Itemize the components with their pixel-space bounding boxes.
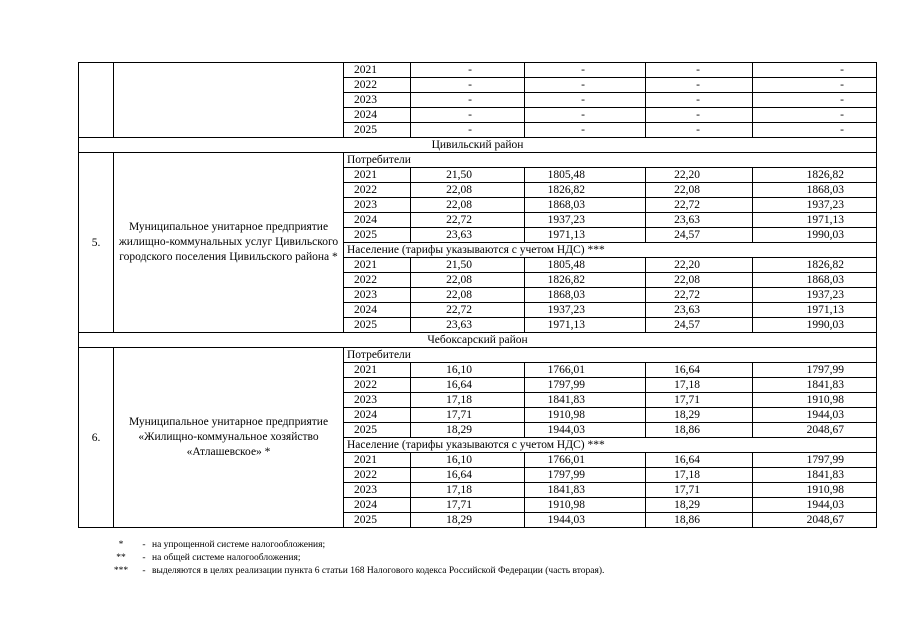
- group-row: [79, 153, 877, 168]
- value-cell: 21,50: [411, 168, 525, 183]
- value-cell: 17,71: [646, 483, 753, 498]
- value-cell: 1937,23: [753, 198, 877, 213]
- value-cell: 16,10: [411, 453, 525, 468]
- value-cell: 1910,98: [525, 408, 646, 423]
- value-cell: 1841,83: [525, 393, 646, 408]
- value-cell: 16,10: [411, 363, 525, 378]
- footnote-dash: -: [142, 540, 146, 550]
- value-cell: 16,64: [411, 468, 525, 483]
- value-cell: 18,86: [646, 423, 753, 438]
- year-cell: 2021: [344, 363, 411, 378]
- consumer-group-label: Население (тарифы указываются с учетом НДС) ***: [344, 438, 877, 453]
- value-cell: 1944,03: [525, 423, 646, 438]
- value-cell: 24,57: [646, 318, 753, 333]
- value-cell: 18,29: [411, 423, 525, 438]
- year-cell: 2021: [344, 63, 411, 78]
- value-cell: 1805,48: [525, 168, 646, 183]
- value-cell: -: [411, 78, 525, 93]
- value-cell: -: [646, 108, 753, 123]
- footnote-mark: *: [118, 540, 124, 550]
- value-cell: 22,08: [411, 273, 525, 288]
- value-cell: 17,71: [411, 498, 525, 513]
- value-cell: -: [411, 108, 525, 123]
- value-cell: -: [646, 78, 753, 93]
- value-cell: 22,08: [411, 288, 525, 303]
- value-cell: 1797,99: [525, 378, 646, 393]
- year-cell: 2022: [344, 273, 411, 288]
- value-cell: 1805,48: [525, 258, 646, 273]
- year-cell: 2021: [344, 168, 411, 183]
- value-cell: -: [525, 63, 646, 78]
- value-cell: 17,18: [646, 378, 753, 393]
- value-cell: 22,72: [411, 303, 525, 318]
- year-cell: 2024: [344, 108, 411, 123]
- value-cell: 1937,23: [753, 288, 877, 303]
- value-cell: 18,29: [646, 408, 753, 423]
- value-cell: -: [411, 123, 525, 138]
- value-cell: 1868,03: [525, 198, 646, 213]
- consumer-group-label: Население (тарифы указываются с учетом НДС) ***: [344, 243, 877, 258]
- value-cell: 1910,98: [753, 393, 877, 408]
- footnote: [106, 565, 604, 578]
- value-cell: 1910,98: [525, 498, 646, 513]
- value-cell: 22,20: [646, 258, 753, 273]
- year-cell: 2022: [344, 78, 411, 93]
- value-cell: -: [753, 78, 877, 93]
- value-cell: 1868,03: [525, 288, 646, 303]
- value-cell: 17,18: [411, 483, 525, 498]
- footnote-mark: **: [116, 553, 126, 563]
- year-cell: 2023: [344, 288, 411, 303]
- organization-name: Муниципальное унитарное предприятие жилищно-коммунальных услуг Цивильского городского поселения Цивильского района *: [114, 153, 344, 333]
- year-cell: 2025: [344, 123, 411, 138]
- value-cell: 1971,13: [525, 318, 646, 333]
- value-cell: 23,63: [646, 303, 753, 318]
- value-cell: 1826,82: [525, 183, 646, 198]
- value-cell: 1944,03: [525, 513, 646, 528]
- district-row: [79, 138, 877, 153]
- value-cell: 2048,67: [753, 513, 877, 528]
- footnote-mark: ***: [113, 566, 129, 576]
- value-cell: -: [753, 123, 877, 138]
- year-cell: 2025: [344, 318, 411, 333]
- item-number-cell: [79, 63, 114, 138]
- tariff-table: [78, 62, 877, 528]
- value-cell: 21,50: [411, 258, 525, 273]
- year-cell: 2022: [344, 183, 411, 198]
- value-cell: 1971,13: [525, 228, 646, 243]
- year-cell: 2022: [344, 468, 411, 483]
- footnote-text: на общей системе налогообложения;: [152, 553, 301, 563]
- consumer-group-label: Потребители: [344, 348, 877, 363]
- value-cell: 1868,03: [753, 183, 877, 198]
- year-cell: 2023: [344, 393, 411, 408]
- item-number: 6.: [79, 348, 114, 528]
- value-cell: 23,63: [646, 213, 753, 228]
- table-row: [79, 63, 877, 78]
- organization-cell: [114, 63, 344, 138]
- value-cell: -: [525, 93, 646, 108]
- organization-name: Муниципальное унитарное предприятие «Жилищно-коммунальное хозяйство «Атлашевское» *: [114, 348, 344, 528]
- value-cell: 1797,99: [753, 363, 877, 378]
- value-cell: -: [411, 63, 525, 78]
- value-cell: 22,08: [646, 183, 753, 198]
- group-row: [79, 348, 877, 363]
- district-heading: Чебоксарский район: [79, 333, 877, 348]
- value-cell: 1944,03: [753, 408, 877, 423]
- value-cell: 23,63: [411, 318, 525, 333]
- district-heading: Цивильский район: [79, 138, 877, 153]
- value-cell: -: [646, 123, 753, 138]
- value-cell: 2048,67: [753, 423, 877, 438]
- value-cell: 1971,13: [753, 213, 877, 228]
- value-cell: 22,08: [646, 273, 753, 288]
- year-cell: 2022: [344, 378, 411, 393]
- year-cell: 2023: [344, 198, 411, 213]
- item-number: 5.: [79, 153, 114, 333]
- footnote-dash: -: [142, 553, 146, 563]
- footnote-dash: -: [142, 566, 146, 576]
- footnote-text: выделяются в целях реализации пункта 6 статьи 168 Налогового кодекса Российской Федерации (часть вторая).: [152, 566, 605, 576]
- value-cell: 17,18: [646, 468, 753, 483]
- year-cell: 2021: [344, 453, 411, 468]
- year-cell: 2021: [344, 258, 411, 273]
- value-cell: 18,29: [646, 498, 753, 513]
- value-cell: -: [525, 123, 646, 138]
- footnote: [106, 552, 604, 565]
- value-cell: 1971,13: [753, 303, 877, 318]
- value-cell: 1990,03: [753, 318, 877, 333]
- year-cell: 2025: [344, 228, 411, 243]
- value-cell: 22,72: [646, 288, 753, 303]
- value-cell: 16,64: [646, 363, 753, 378]
- value-cell: 1937,23: [525, 213, 646, 228]
- value-cell: 22,72: [411, 213, 525, 228]
- value-cell: 1766,01: [525, 453, 646, 468]
- footnote: [106, 539, 604, 552]
- value-cell: -: [753, 63, 877, 78]
- value-cell: 17,71: [646, 393, 753, 408]
- value-cell: 1990,03: [753, 228, 877, 243]
- value-cell: 23,63: [411, 228, 525, 243]
- value-cell: 22,20: [646, 168, 753, 183]
- value-cell: 1826,82: [525, 273, 646, 288]
- value-cell: 1937,23: [525, 303, 646, 318]
- year-cell: 2025: [344, 423, 411, 438]
- year-cell: 2024: [344, 408, 411, 423]
- value-cell: 18,29: [411, 513, 525, 528]
- year-cell: 2023: [344, 483, 411, 498]
- value-cell: 1766,01: [525, 363, 646, 378]
- value-cell: 1797,99: [525, 468, 646, 483]
- year-cell: 2025: [344, 513, 411, 528]
- consumer-group-label: Потребители: [344, 153, 877, 168]
- value-cell: 1868,03: [753, 273, 877, 288]
- value-cell: -: [646, 63, 753, 78]
- value-cell: 1910,98: [753, 483, 877, 498]
- year-cell: 2024: [344, 213, 411, 228]
- value-cell: 1826,82: [753, 168, 877, 183]
- footnotes: [106, 539, 604, 578]
- value-cell: -: [411, 93, 525, 108]
- value-cell: 22,08: [411, 183, 525, 198]
- value-cell: 16,64: [646, 453, 753, 468]
- district-row: [79, 333, 877, 348]
- footnote-text: на упрощенной системе налогообложения;: [152, 540, 326, 550]
- value-cell: -: [646, 93, 753, 108]
- value-cell: 1944,03: [753, 498, 877, 513]
- value-cell: 16,64: [411, 378, 525, 393]
- value-cell: 1841,83: [753, 378, 877, 393]
- value-cell: 22,08: [411, 198, 525, 213]
- value-cell: 1841,83: [525, 483, 646, 498]
- value-cell: 1797,99: [753, 453, 877, 468]
- value-cell: 1841,83: [753, 468, 877, 483]
- year-cell: 2024: [344, 303, 411, 318]
- year-cell: 2024: [344, 498, 411, 513]
- year-cell: 2023: [344, 93, 411, 108]
- value-cell: 17,18: [411, 393, 525, 408]
- value-cell: 17,71: [411, 408, 525, 423]
- value-cell: 1826,82: [753, 258, 877, 273]
- value-cell: 18,86: [646, 513, 753, 528]
- value-cell: 24,57: [646, 228, 753, 243]
- value-cell: 22,72: [646, 198, 753, 213]
- value-cell: -: [753, 93, 877, 108]
- value-cell: -: [525, 108, 646, 123]
- value-cell: -: [753, 108, 877, 123]
- value-cell: -: [525, 78, 646, 93]
